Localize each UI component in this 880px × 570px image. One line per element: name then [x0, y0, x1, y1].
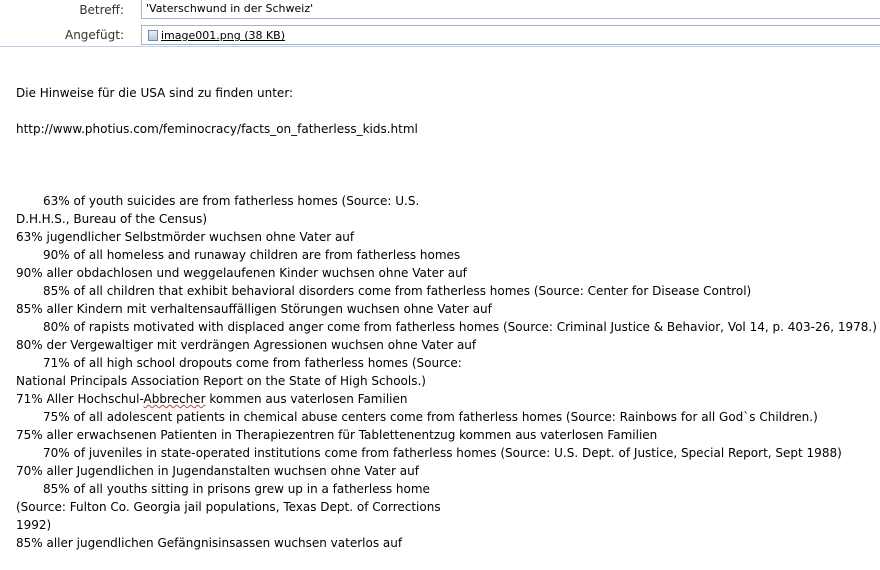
source-url: http://www.photius.com/feminocracy/facts_on_fatherless_kids.html [16, 122, 418, 136]
fact-line: (Source: Fulton Co. Georgia jail populations, Texas Dept. of Corrections [16, 500, 441, 514]
subject-label: Betreff: [79, 3, 124, 17]
fact-line: 70% of juveniles in state-operated institutions come from fatherless homes (Source: U.S. Dept. of Justice, Special Report, Sept 1988) [43, 446, 842, 460]
fact-segment: kommen aus vaterlosen Familien [205, 392, 408, 406]
fact-line: 63% jugendlicher Selbstmörder wuchsen ohne Vater auf [16, 230, 355, 244]
message-body[interactable] [16, 84, 876, 552]
message-header [0, 0, 880, 46]
fact-line: 70% aller Jugendlichen in Jugendanstalten wuchsen ohne Vater auf [16, 464, 419, 478]
spellcheck-word: Abbrecher [143, 392, 206, 406]
fact-line: D.H.H.S., Bureau of the Census) [16, 212, 208, 226]
fact-line: 85% aller Kindern mit verhaltensauffälligen Störungen wuchsen ohne Vater auf [16, 302, 492, 316]
attachment-field[interactable] [141, 25, 880, 45]
fact-line: 85% of all youths sitting in prisons grew up in a fatherless home [43, 482, 430, 496]
image-file-icon [148, 30, 158, 41]
header-divider [0, 46, 880, 47]
fact-line: 90% of all homeless and runaway children are from fatherless homes [43, 248, 461, 262]
fact-line: 75% aller erwachsenen Patienten in Therapiezentren für Tablettenentzug kommen aus vaterlosen Familien [16, 428, 658, 442]
fact-line: 75% of all adolescent patients in chemical abuse centers come from fatherless homes (Source: Rainbows for all God`s Children.) [43, 410, 818, 424]
fact-line: 80% der Vergewaltiger mit verdrängen Agressionen wuchsen ohne Vater auf [16, 338, 477, 352]
attachment-link[interactable]: image001.png (38 KB) [161, 29, 286, 42]
fact-line: National Principals Association Report on the State of High Schools.) [16, 374, 426, 388]
subject-field[interactable]: 'Vaterschwund in der Schweiz' [141, 0, 880, 19]
fact-segment: 71% Aller Hochschul- [16, 392, 144, 406]
fact-line [16, 390, 876, 408]
intro-text: Die Hinweise für die USA sind zu finden unter: [16, 86, 294, 100]
fact-line: 85% aller jugendlichen Gefängnisinsassen wuchsen vaterlos auf [16, 536, 403, 550]
attached-label: Angefügt: [64, 28, 124, 42]
fact-line: 80% of rapists motivated with displaced anger come from fatherless homes (Source: Criminal Justice & Behavior, Vol 14, p. 403-26, 1978.) [43, 320, 877, 334]
fact-line: 63% of youth suicides are from fatherless homes (Source: U.S. [43, 194, 420, 208]
fact-line: 90% aller obdachlosen und weggelaufenen Kinder wuchsen ohne Vater auf [16, 266, 467, 280]
fact-line: 85% of all children that exhibit behavioral disorders come from fatherless homes (Source: Center for Disease Control) [43, 284, 752, 298]
fact-line: 1992) [16, 518, 52, 532]
fact-line: 71% of all high school dropouts come from fatherless homes (Source: [43, 356, 462, 370]
